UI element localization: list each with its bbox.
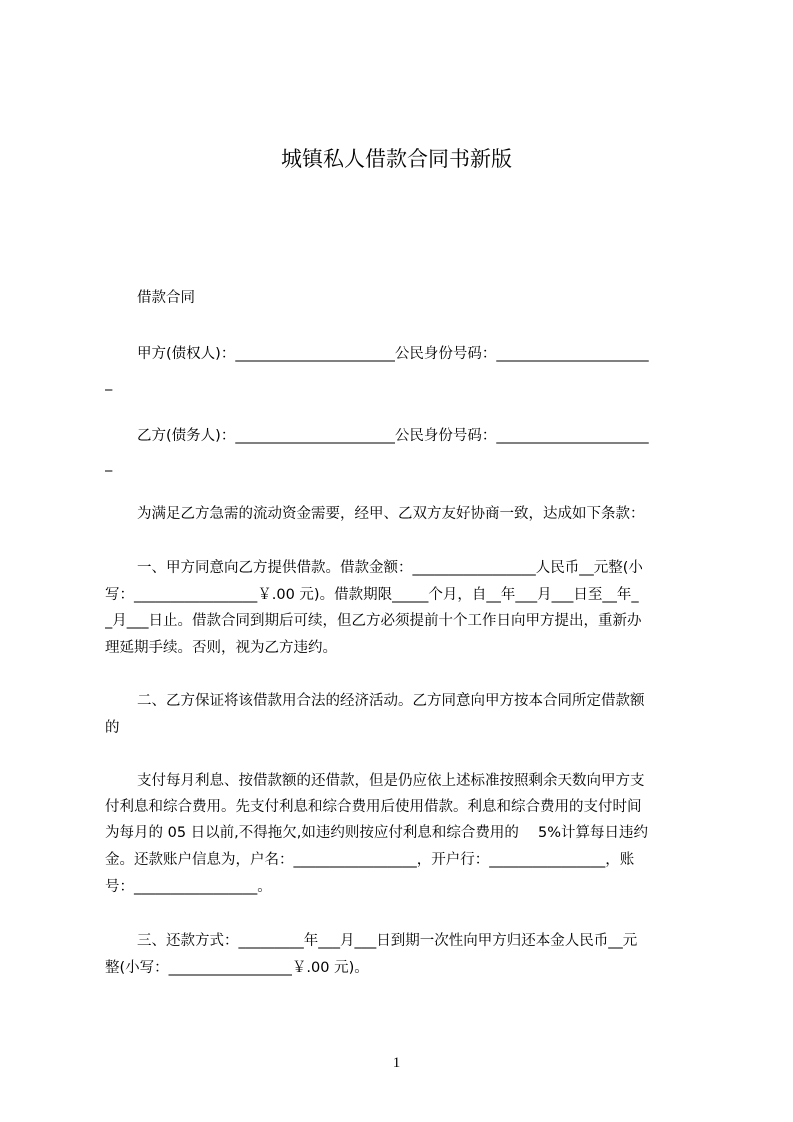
clause2b-line: 金。还款账户信息为，户名：_________________，开户行：________________，账 [105, 852, 635, 868]
party-b-line: _ [105, 456, 113, 472]
document-title: 城镇私人借款合同书新版 [281, 147, 512, 171]
intro-paragraph: 为满足乙方急需的流动资金需要，经甲、乙双方友好协商一致，达成如下条款： [137, 506, 645, 522]
party-a-line: 甲方(债权人)：______________________公民身份号码：_____________________ [137, 346, 649, 362]
clause1-line: 理延期手续。否则，视为乙方违约。 [105, 640, 337, 656]
party-b-line: 乙方(债务人)：______________________公民身份号码：_____________________ [137, 428, 649, 444]
party-a-line: _ [105, 375, 113, 391]
clause1-line: 一、甲方同意向乙方提供借款。借款金额：_________________人民币__元整(小 [137, 560, 643, 576]
clause2b-line: 号：_________________。 [105, 879, 272, 895]
clause3-line: 三、还款方式：_________年___月___日到期一次性向甲方归还本金人民币__元 [137, 933, 638, 949]
clause2b-line: 为每月的 05 日以前,不得拖欠,如违约则按应付利息和综合费用的 5%计算每日违约 [105, 825, 648, 841]
clause2-line: 二、乙方保证将该借款用合法的经济活动。乙方同意向甲方按本合同所定借款额 [137, 693, 645, 709]
clause1-line: _月___日止。借款合同到期后可续，但乙方必须提前十个工作日向甲方提出，重新办 [105, 613, 642, 629]
clause2-line: 的 [105, 720, 120, 736]
page-number: 1 [392, 1055, 401, 1071]
clause1-line: 写：_________________￥.00 元)。借款期限_____个月，自__年___月___日至__年_ [105, 587, 639, 603]
clause2b-line: 支付每月利息、按借款额的还借款，但是仍应依上述标准按照剩余天数向甲方支 [137, 773, 645, 789]
heading: 借款合同 [137, 290, 195, 306]
clause3-line: 整(小写：_________________￥.00 元)。 [105, 960, 369, 976]
clause2b-line: 付利息和综合费用。先支付利息和综合费用后使用借款。利息和综合费用的支付时间 [105, 799, 642, 815]
